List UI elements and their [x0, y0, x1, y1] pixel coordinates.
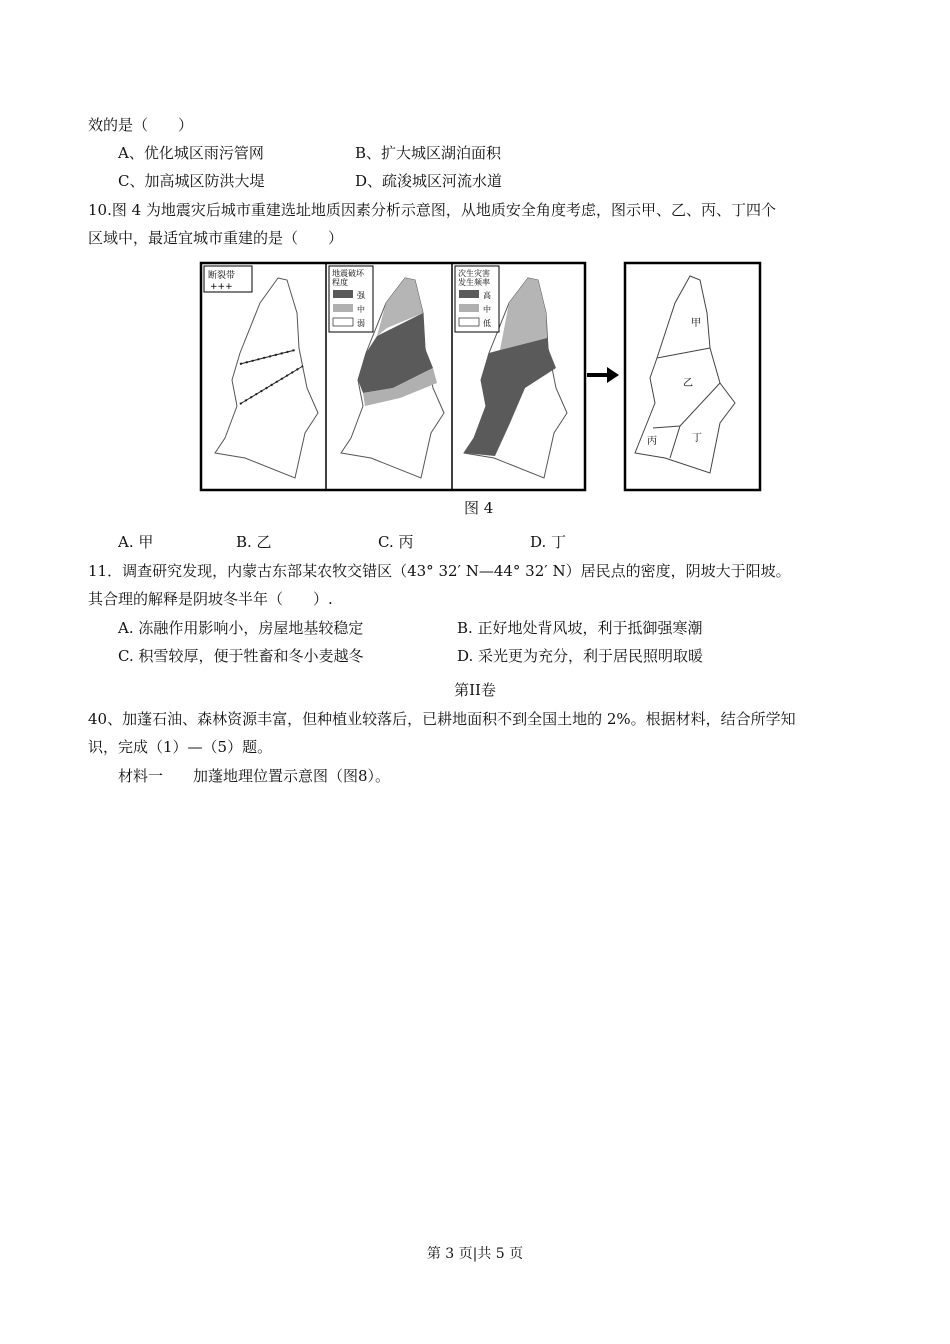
page-footer: 第 3 页|共 5 页: [426, 1246, 524, 1262]
q9-option-a: A、优化城区雨污管网: [118, 144, 264, 162]
svg-text:乙: 乙: [683, 378, 693, 389]
q9-option-b: B、扩大城区湖泊面积: [355, 144, 502, 162]
svg-text:高: 高: [483, 291, 491, 300]
svg-text:中: 中: [357, 305, 365, 314]
fault-map-panel: [204, 266, 318, 478]
svg-text:发生频率: 发生频率: [458, 278, 490, 287]
q10-option-d: D. 丁: [530, 533, 567, 551]
result-map-panel: [625, 263, 760, 490]
q10-option-a: A. 甲: [118, 533, 154, 551]
svg-text:+++: +++: [210, 282, 233, 292]
q11-line1: 11．调查研究发现，内蒙古东部某农牧交错区（43° 32′ N—44° 32′ N）居民点的密度，阴坡大于阳坡。: [88, 562, 791, 580]
svg-text:强: 强: [357, 291, 365, 300]
q40-material: 材料一 加蓬地理位置示意图（图8）。: [118, 767, 391, 785]
q10-option-b: B. 乙: [236, 533, 272, 551]
fault-legend-label: 断裂带: [208, 271, 236, 281]
svg-text:弱: 弱: [357, 319, 365, 328]
arrow-right-icon: [587, 367, 619, 383]
q11-option-c: C. 积雪较厚，便于牲畜和冬小麦越冬: [118, 647, 364, 665]
svg-text:丁: 丁: [692, 433, 702, 444]
svg-text:甲: 甲: [691, 318, 701, 329]
q11-option-a: A. 冻融作用影响小，房屋地基较稳定: [118, 619, 364, 637]
q10-line2: 区域中，最适宜城市重建的是（ ）: [88, 229, 344, 247]
section-title: 第II卷: [454, 681, 496, 699]
q40-line2: 识，完成（1）—（5）题。: [88, 738, 273, 756]
svg-text:低: 低: [483, 319, 491, 328]
q9-option-c: C、加高城区防洪大堤: [118, 172, 265, 190]
figure-4: [195, 258, 770, 498]
q40-line1: 40、加蓬石油、森林资源丰富，但种植业较落后，已耕地面积不到全国土地的 2%。根据材料，结合所学知: [88, 710, 796, 728]
q9-option-d: D、疏浚城区河流水道: [355, 172, 503, 190]
svg-text:程度: 程度: [332, 278, 348, 287]
q11-line2: 其合理的解释是阴坡冬半年（ ）.: [88, 590, 333, 608]
hazard-map-panel: [455, 266, 567, 478]
q11-option-d: D. 采光更为充分，利于居民照明取暖: [457, 647, 704, 665]
q9-tail: 效的是（ ）: [88, 116, 194, 134]
svg-text:次生灾害: 次生灾害: [458, 269, 490, 278]
svg-text:丙: 丙: [647, 436, 657, 447]
q10-line1: 10.图 4 为地震灾后城市重建选址地质因素分析示意图，从地质安全角度考虑，图示甲、乙、丙、丁四个: [88, 201, 776, 219]
figure-caption: 图 4: [464, 499, 494, 517]
q11-option-b: B. 正好地处背风坡，利于抵御强寒潮: [457, 619, 703, 637]
q10-option-c: C. 丙: [378, 533, 414, 551]
svg-text:地震破坏: 地震破坏: [332, 269, 364, 278]
svg-text:中: 中: [483, 305, 491, 314]
damage-map-panel: [329, 266, 444, 478]
